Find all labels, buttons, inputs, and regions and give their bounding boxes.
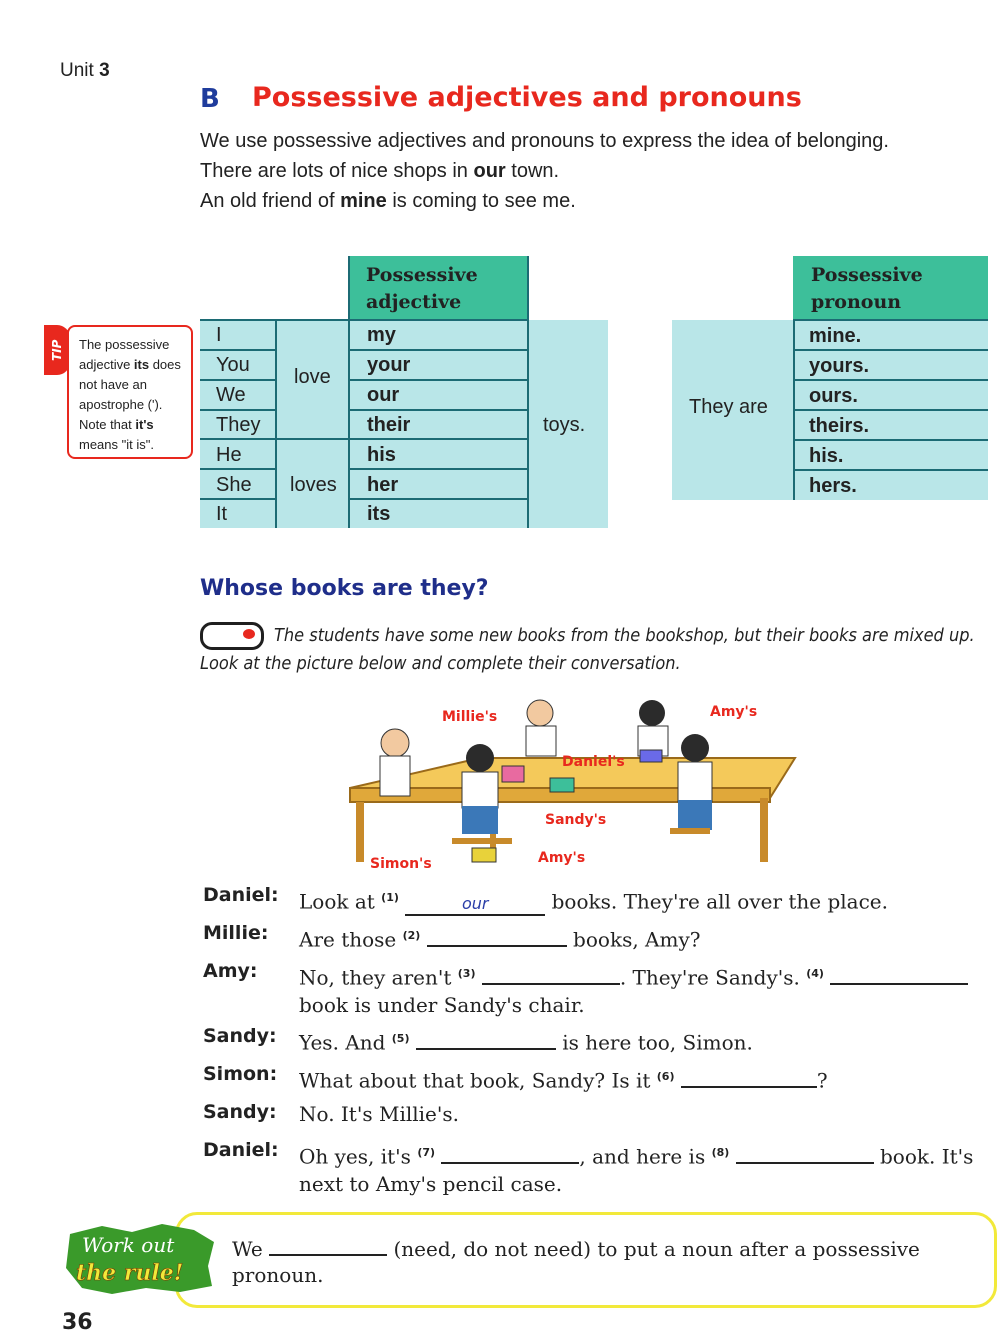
subject-they: They [216,413,261,436]
svg-text:Work out: Work out [82,1233,175,1257]
unit-label: Unit 3 [60,60,110,81]
pronoun-his: his. [809,444,844,467]
exercise-heading: Whose books are they? [200,576,489,601]
label-daniels: Daniel's [562,754,625,770]
pronoun-table-header: Possessive pronoun [793,256,988,320]
label-amys-bottom: Amy's [538,850,586,866]
subject-she: She [216,473,252,496]
answer-blank-3[interactable] [482,965,620,985]
pronoun-hers: hers. [809,474,857,497]
label-amys-top: Amy's [710,704,758,720]
subject-he: He [216,443,242,466]
tip-badge: TIP [44,325,70,375]
answer-blank-5[interactable] [416,1030,556,1050]
rule-answer-blank[interactable] [269,1236,387,1256]
exercise-instruction: The students have some new books from the bookshop, but their books are mixed up. Look at the picture below and complete their conversation. [200,622,980,678]
intro-line-3: An old friend of mine is coming to see me. [200,190,576,212]
section-title: Possessive adjectives and pronouns [252,82,802,113]
pronoun-yours: yours. [809,354,870,377]
adjective-table-header: Possessive adjective [348,256,528,320]
answer-blank-2[interactable] [427,927,567,947]
subject-it: It [216,502,228,525]
object-toys: toys. [543,413,586,436]
subject-you: You [216,353,250,376]
answer-blank-6[interactable] [681,1068,817,1088]
page-number: 36 [62,1310,93,1335]
intro-line-2: There are lots of nice shops in our town. [200,160,560,182]
rule-text: We (need, do not need) to put a noun after a possessive pronoun. [232,1237,920,1287]
adjective-its: its [367,502,391,525]
answer-blank-4[interactable] [830,965,968,985]
verb-loves: loves [290,473,337,496]
answer-blank-1[interactable]: our [405,896,545,916]
pronoun-mine: mine. [809,324,862,347]
tip-box: The possessive adjective its does not have an apostrophe ('). Note that it's means "it is". [67,325,193,459]
verb-love: love [294,365,331,388]
answer-blank-8[interactable] [736,1144,874,1164]
work-out-the-rule-badge [62,1222,220,1296]
adjective-my: my [367,323,396,346]
label-sandys: Sandy's [545,812,607,828]
adjective-his: his [367,443,396,466]
label-millies: Millie's [442,709,498,725]
intro-line-1: We use possessive adjectives and pronouns to express the idea of belonging. [200,130,889,152]
pronoun-theirs: theirs. [809,414,870,437]
adjective-your: your [367,353,411,376]
answer-blank-7[interactable] [441,1144,579,1164]
adjective-our: our [367,383,400,406]
pronoun-ours: ours. [809,384,858,407]
subject-i: I [216,323,222,346]
svg-text:the rule!: the rule! [76,1260,184,1286]
section-letter: B [200,84,220,114]
they-are-label: They are [689,395,768,418]
classroom-illustration [340,688,810,878]
listening-icon [200,622,264,650]
adjective-their: their [367,413,411,436]
label-simons: Simon's [370,856,432,872]
adjective-her: her [367,473,399,496]
subject-we: We [216,383,246,406]
